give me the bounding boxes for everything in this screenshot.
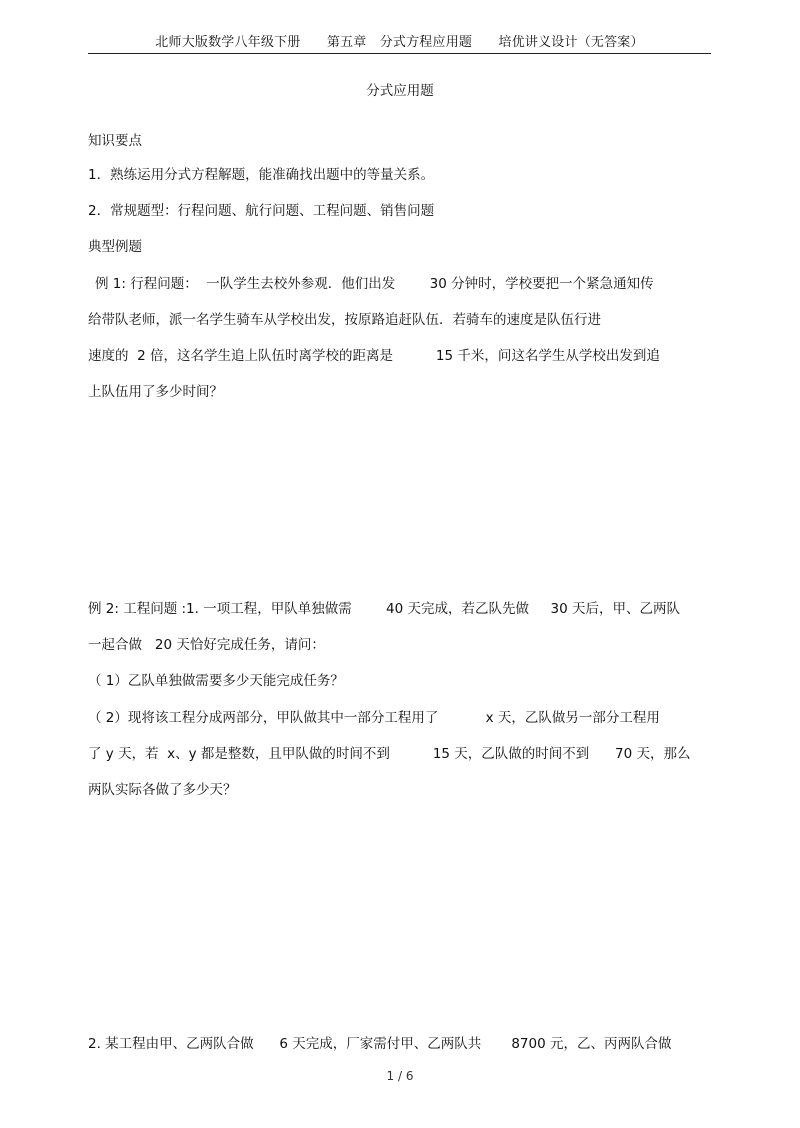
knowledge-item-1: 1．熟练运用分式方程解题，能准确找出题中的等量关系。 (88, 167, 435, 183)
example2-line-3: （ 1）乙队单独做需要多少天能完成任务？ (88, 673, 344, 689)
example2-line-2: 一起合做 20 天恰好完成任务，请问： (88, 637, 325, 653)
page-header (88, 27, 711, 54)
example2-line-1: 例 2: 工程问题 :1. 一项工程，甲队单独做需 40 天完成，若乙队先做 30 天后，甲、乙两队 (88, 601, 680, 617)
example1-line-3: 速度的 2 倍，这名学生追上队伍时离学校的距离是 15 千米，问这名学生从学校出发到追 (88, 348, 660, 364)
knowledge-heading: 知识要点 (88, 133, 142, 149)
page-number: 1 / 6 (386, 1069, 414, 1083)
problem2-line-1: 2. 某工程由甲、乙两队合做 6 天完成，厂家需付甲、乙两队共 8700 元，乙、丙两队合做 (88, 1036, 672, 1052)
examples-heading: 典型例题 (88, 239, 142, 255)
example1-line-1: 例 1: 行程问题： 一队学生去校外参观．他们出发 30 分钟时，学校要把一个紧急通知传 (95, 276, 654, 292)
example2-line-4: （ 2）现将该工程分成两部分，甲队做其中一部分工程用了 x 天，乙队做另一部分工程用 (88, 710, 660, 726)
header-text: 北师大版数学八年级下册 第五章 分式方程应用题 培优讲义设计（无答案） (155, 35, 644, 50)
example1-line-4: 上队伍用了多少时间？ (88, 384, 223, 400)
example2-line-6: 两队实际各做了多少天？ (88, 782, 237, 798)
example2-line-5: 了 y 天，若 x、y 都是整数，且甲队做的时间不到 15 天，乙队做的时间不到 70 天，那么 (88, 746, 691, 762)
example1-line-2: 给带队老师，派一名学生骑车从学校出发，按原路追赶队伍．若骑车的速度是队伍行进 (88, 312, 601, 328)
document-title: 分式应用题 (366, 83, 434, 99)
knowledge-item-2: 2．常规题型：行程问题、航行问题、工程问题、销售问题 (88, 203, 435, 219)
